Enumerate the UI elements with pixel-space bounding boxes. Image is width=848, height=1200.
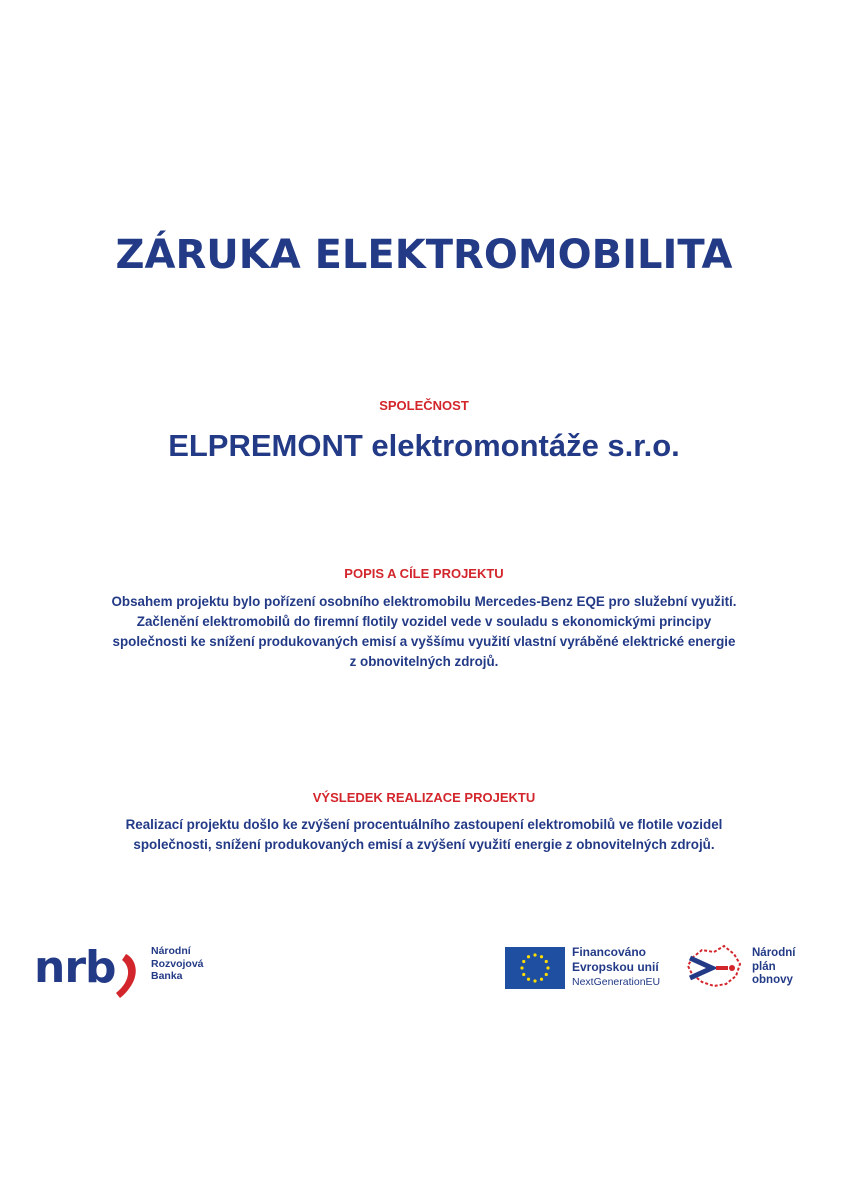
result-paragraph: [74, 815, 774, 855]
eu-line: Financováno: [572, 945, 647, 959]
eu-line: Evropskou unií: [572, 960, 659, 974]
eu-star-icon: [527, 978, 530, 981]
company-name: ELPREMONT elektromontáže s.r.o.: [168, 428, 680, 463]
eu-star-icon: [540, 955, 543, 958]
company-label: SPOLEČNOST: [379, 398, 469, 413]
nrb-swoosh-icon: [116, 954, 136, 998]
eu-star-icon: [545, 973, 548, 976]
description-line: z obnovitelných zdrojů.: [349, 654, 499, 669]
eu-star-icon: [520, 966, 523, 969]
description-line: Začlenění elektromobilů do firemní flotily vozidel vede v souladu s ekonomickými principy: [136, 614, 712, 629]
eu-star-icon: [540, 978, 543, 981]
nrb-name: [151, 945, 204, 983]
nrb-wordmark: nrb: [34, 942, 116, 993]
npo-logo-icon: [684, 940, 744, 996]
description-label: POPIS A CÍLE PROJEKTU: [344, 566, 504, 581]
nrb-line: Rozvojová: [151, 957, 204, 970]
npo-line: obnovy: [752, 974, 793, 986]
eu-star-icon: [522, 960, 525, 963]
npo-line: Národní: [752, 947, 796, 959]
eu-star-icon: [522, 973, 525, 976]
page-title: ZÁRUKA ELEKTROMOBILITA: [115, 232, 733, 278]
nrb-line: Banka: [151, 970, 183, 982]
description-line: Obsahem projektu bylo pořízení osobního elektromobilu Mercedes-Benz EQE pro služební využití.: [111, 594, 737, 609]
result-label: VÝSLEDEK REALIZACE PROJEKTU: [312, 790, 536, 805]
description-line: společnosti ke snížení produkovaných emisí a vyššímu využití vlastní vyráběné elektrické energie: [112, 634, 736, 649]
eu-star-icon: [533, 953, 536, 956]
nrb-line: Národní: [151, 945, 191, 957]
npo-line: plán: [752, 960, 776, 973]
npo-name: [752, 947, 795, 988]
result-line: Realizací projektu došlo ke zvýšení procentuálního zastoupení elektromobilů ve flotile vozidel: [125, 817, 723, 832]
nrb-logo: [34, 938, 234, 1002]
description-paragraph: [74, 592, 774, 672]
eu-star-icon: [545, 960, 548, 963]
eu-star-icon: [533, 979, 536, 982]
eu-line: NextGenerationEU: [572, 976, 661, 988]
result-line: společnosti, snížení produkovaných emisí a zvýšení využití energie z obnovitelných zdrojů.: [133, 837, 715, 852]
eu-flag-icon: [505, 947, 565, 989]
eu-star-icon: [527, 955, 530, 958]
eu-funding-text: [572, 945, 660, 990]
eu-star-icon: [546, 966, 549, 969]
